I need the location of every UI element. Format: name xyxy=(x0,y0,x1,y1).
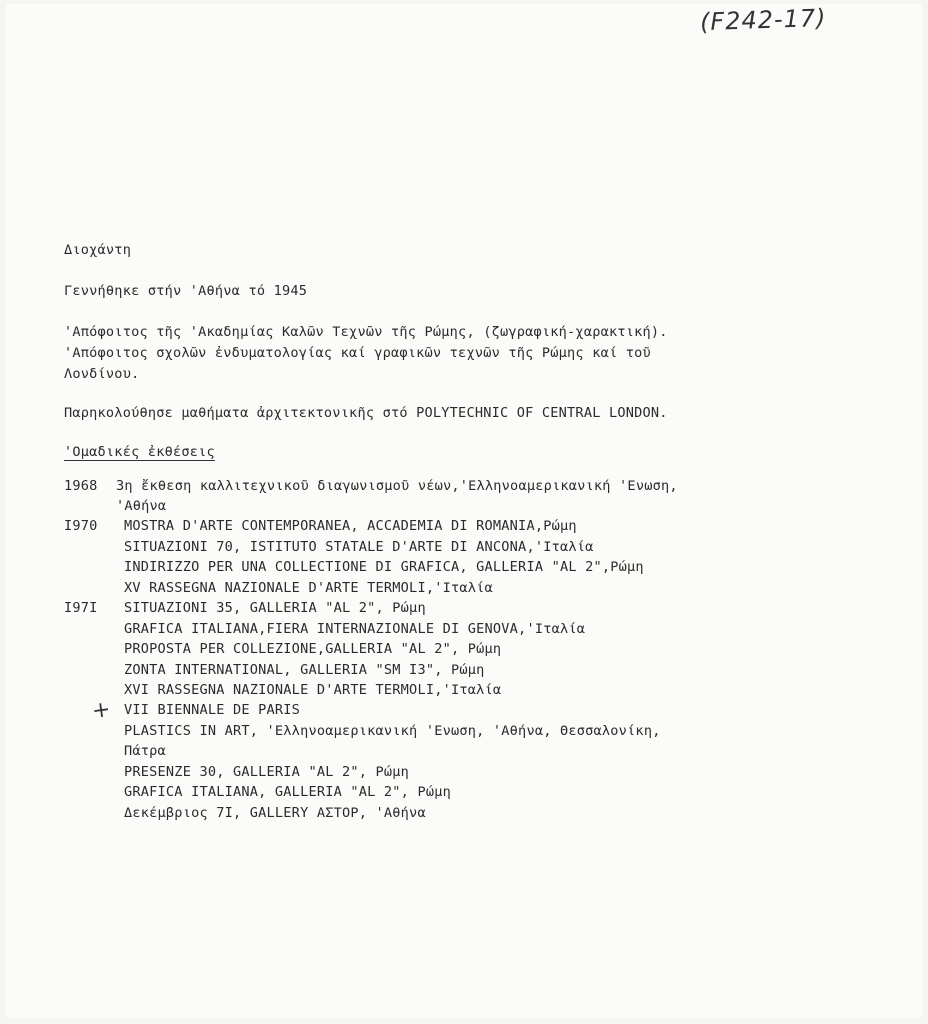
education-line-3: Λονδίνου. xyxy=(64,366,140,382)
entry-year: I97I xyxy=(64,600,98,616)
entry-text: PROPOSTA PER COLLEZIONE,GALLERIA "AL 2", Ρώμη xyxy=(124,641,502,657)
entry-text: GRAFICA ITALIANA, GALLERIA "AL 2", Ρώμη xyxy=(124,784,451,800)
education-line-2: 'Απόφοιτος σχολῶν ἐνδυματολογίας καί γραφικῶν τεχνῶν τῆς Ρώμης καί τοῦ xyxy=(64,345,651,361)
entry-text: MOSTRA D'ARTE CONTEMPORANEA, ACCADEMIA DI ROMANIA,Ρώμη xyxy=(124,518,577,534)
entry-text: Πάτρα xyxy=(124,743,166,759)
archive-code-handwritten: (F242-17) xyxy=(699,3,827,37)
entry-text: XVI RASSEGNA NAZIONALE D'ARTE TERMOLI,'Ιταλία xyxy=(124,682,502,698)
group-exhibitions-heading xyxy=(64,442,215,462)
entry-text: 'Αθήνα xyxy=(116,498,167,514)
entry-text: VII BIENNALE DE PARIS xyxy=(124,702,301,718)
entry-text: 3η ἔκθεση καλλιτεχνικοῦ διαγωνισμοῦ νέων,'Ελληνοαμερικανική 'Ενωση, xyxy=(116,478,678,494)
entry-text: XV RASSEGNA NAZIONALE D'ARTE TERMOLI,'Ιταλία xyxy=(124,580,493,596)
entry-text: SITUAZIONI 35, GALLERIA "AL 2", Ρώμη xyxy=(124,600,426,616)
entry-text: INDIRIZZO PER UNA COLLECTIONE DI GRAFICA, GALLERIA "AL 2",Ρώμη xyxy=(124,559,644,575)
entry-year: 1968 xyxy=(64,478,98,494)
entry-text: SITUAZIONI 70, ISTITUTO STATALE D'ARTE DI ANCONA,'Ιταλία xyxy=(124,539,594,555)
entry-text: PRESENZE 30, GALLERIA "AL 2", Ρώμη xyxy=(124,764,410,780)
birth-line: Γεννήθηκε στήν 'Αθήνα τό 1945 xyxy=(64,283,308,299)
handwritten-cross-mark: + xyxy=(90,696,113,725)
entry-text: PLASTICS IN ART, 'Ελληνοαμερικανική 'Ενωση, 'Αθήνα, Θεσσαλονίκη, xyxy=(124,723,661,739)
courses-line: Παρηκολούθησε μαθήματα ἀρχιτεκτονικῆς στό POLYTECHNIC OF CENTRAL LONDON. xyxy=(64,405,668,421)
entry-text: GRAFICA ITALIANA,FIERA INTERNAZIONALE DI GENOVA,'Ιταλία xyxy=(124,621,586,637)
group-exhibitions-heading-text: 'Ομαδικές ἐκθέσεις xyxy=(64,444,215,460)
education-line-1: 'Απόφοιτος τῆς 'Ακαδημίας Καλῶν Τεχνῶν τῆς Ρώμης, (ζωγραφική-χαρακτική). xyxy=(64,324,668,340)
entry-year: I970 xyxy=(64,518,98,534)
entry-text: ZONTA INTERNATIONAL, GALLERIA "SM I3", Ρώμη xyxy=(124,662,485,678)
entry-text: Δεκέμβριος 7I, GALLERY ΑΣΤΟΡ, 'Αθήνα xyxy=(124,805,426,821)
artist-name: Διοχάντη xyxy=(64,242,132,258)
